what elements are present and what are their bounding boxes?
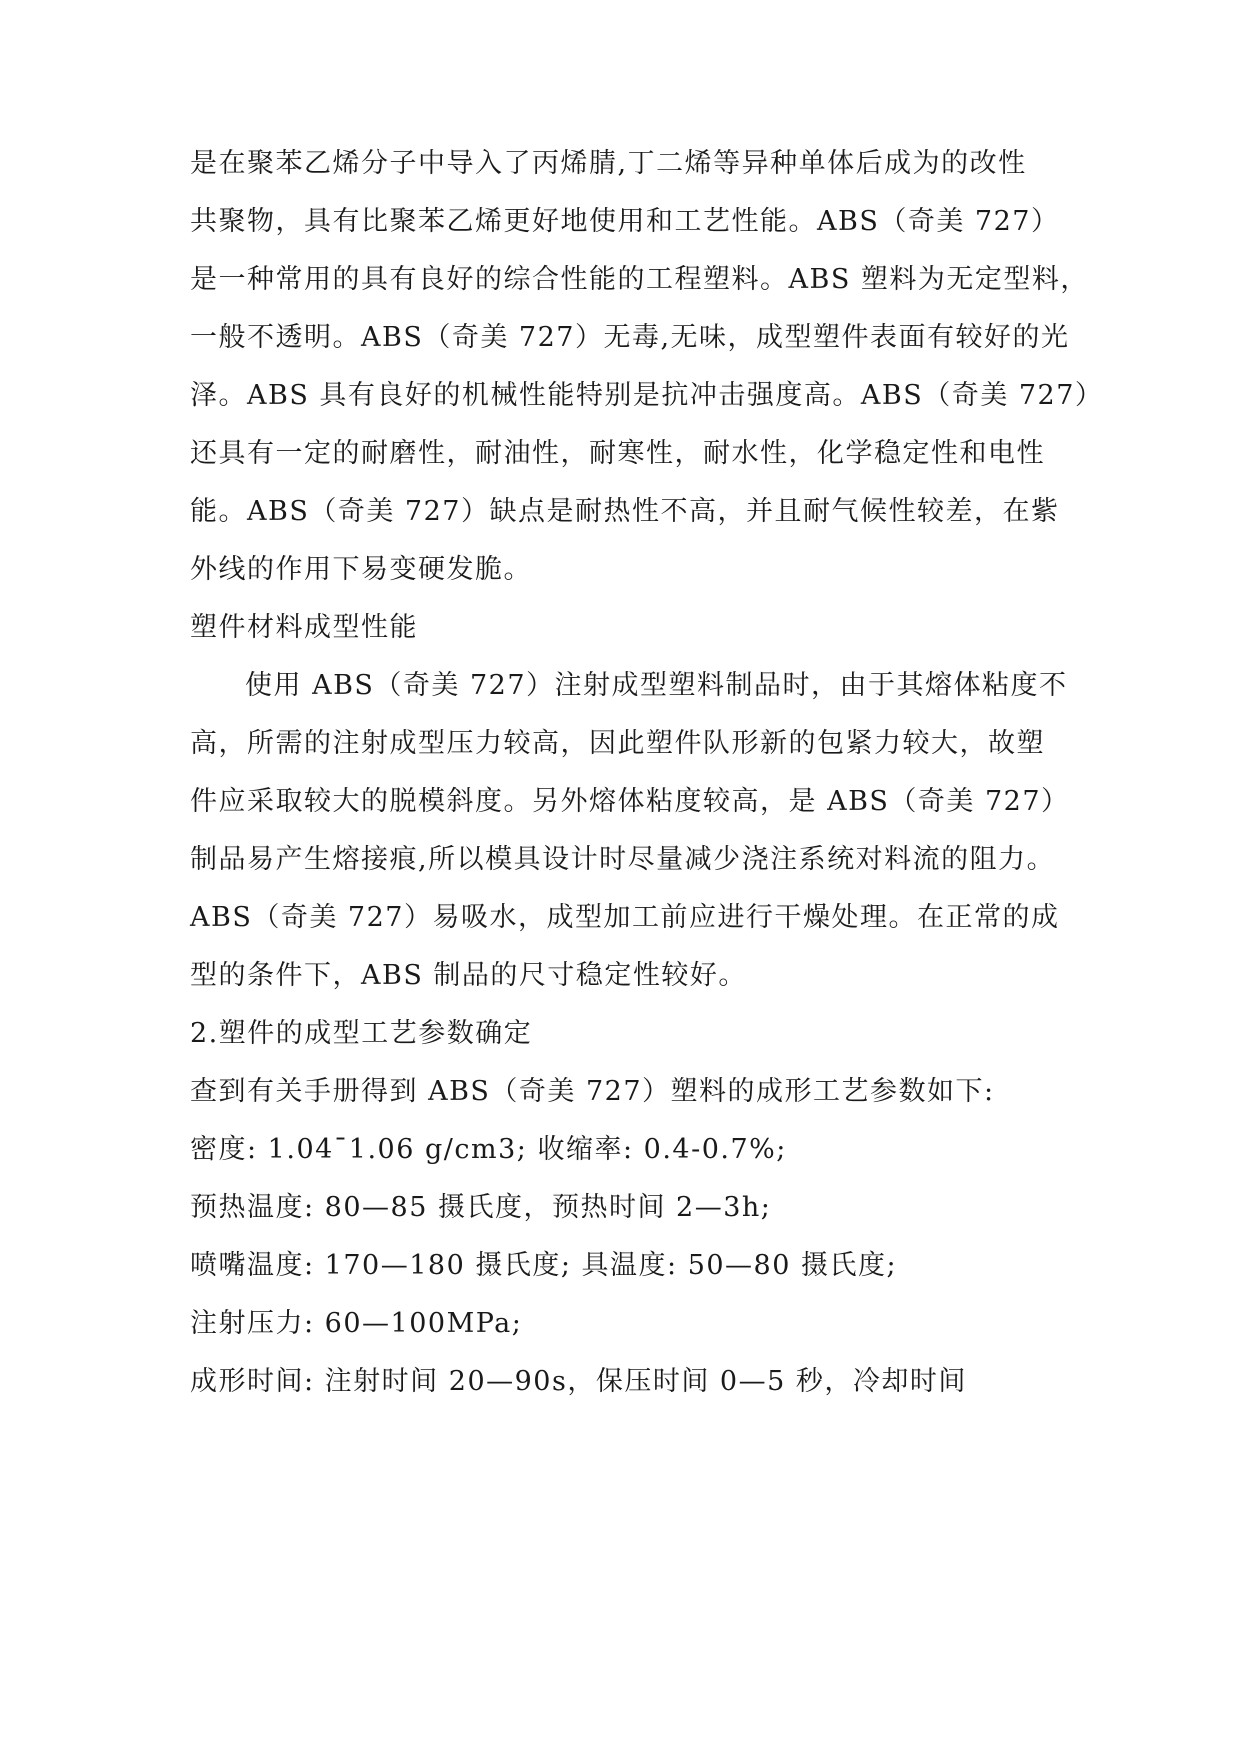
paragraph-line-8: 外线的作用下易变硬发脆。 <box>190 554 532 585</box>
paragraph-line-11: 高，所需的注射成型压力较高，因此塑件队形新的包紧力较大，故塑 <box>190 728 1045 759</box>
section-heading-2: 2.塑件的成型工艺参数确定 <box>190 1018 533 1049</box>
paragraph-line-14: ABS（奇美 727）易吸水，成型加工前应进行干燥处理。在正常的成 <box>190 902 1060 933</box>
param-preheat: 预热温度: 80—85 摄氏度，预热时间 2—3h; <box>190 1192 772 1223</box>
paragraph-line-2: 共聚物，具有比聚苯乙烯更好地使用和工艺性能。ABS（奇美 727） <box>190 206 1060 237</box>
section-heading: 塑件材料成型性能 <box>190 612 418 643</box>
paragraph-line-13: 制品易产生熔接痕,所以模具设计时尽量减少浇注系统对料流的阻力。 <box>190 844 1056 875</box>
paragraph-line-3: 是一种常用的具有良好的综合性能的工程塑料。ABS 塑料为无定型料， <box>190 264 1089 295</box>
paragraph-line-17: 查到有关手册得到 ABS（奇美 727）塑料的成形工艺参数如下: <box>190 1076 995 1107</box>
paragraph-line-15: 型的条件下，ABS 制品的尺寸稳定性较好。 <box>190 960 747 991</box>
param-density: 密度: 1.04¯1.06 g/cm3; 收缩率: 0.4-0.7%; <box>190 1134 787 1165</box>
paragraph-line-1: 是在聚苯乙烯分子中导入了丙烯腈,丁二烯等异种单体后成为的改性 <box>190 148 1027 179</box>
param-cycle-time: 成形时间: 注射时间 20—90s，保压时间 0—5 秒，冷却时间 <box>190 1366 967 1397</box>
paragraph-line-7: 能。ABS（奇美 727）缺点是耐热性不高，并且耐气候性较差，在紫 <box>190 496 1060 527</box>
paragraph-line-6: 还具有一定的耐磨性，耐油性，耐寒性，耐水性，化学稳定性和电性 <box>190 438 1045 469</box>
param-nozzle-temp: 喷嘴温度: 170—180 摄氏度; 具温度: 50—80 摄氏度; <box>190 1250 898 1281</box>
paragraph-line-5: 泽。ABS 具有良好的机械性能特别是抗冲击强度高。ABS（奇美 727） <box>190 380 1104 411</box>
param-injection-pressure: 注射压力: 60—100MPa; <box>190 1308 523 1339</box>
paragraph-line-10: 使用 ABS（奇美 727）注射成型塑料制品时，由于其熔体粘度不 <box>245 670 1068 701</box>
paragraph-line-12: 件应采取较大的脱模斜度。另外熔体粘度较高，是 ABS（奇美 727） <box>190 786 1070 817</box>
paragraph-line-4: 一般不透明。ABS（奇美 727）无毒,无味，成型塑件表面有较好的光 <box>190 322 1070 353</box>
